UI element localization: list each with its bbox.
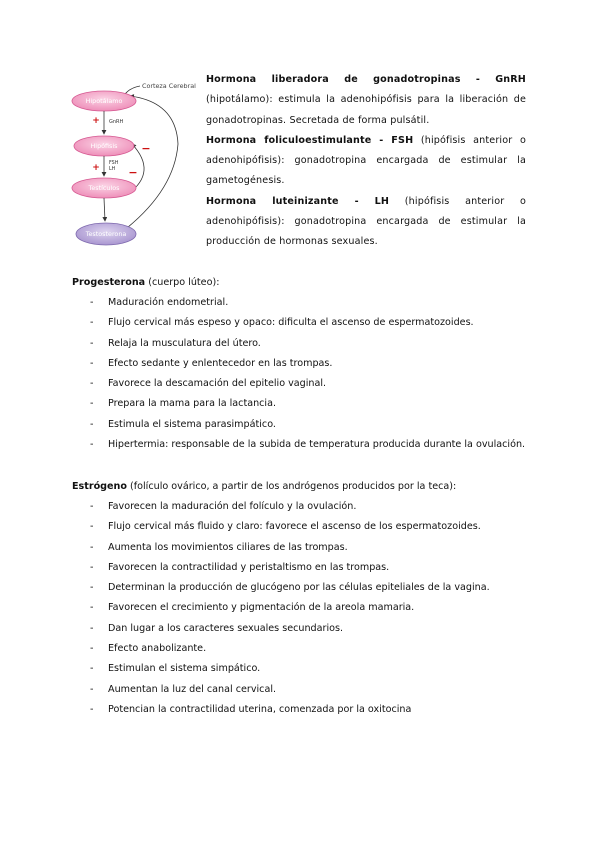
hormone-fsh-source: (hipófisis anterior o adenohipófisis): [206, 134, 526, 167]
list-item-text: Favorecen la contractilidad y peristaltismo en las trompas. [108, 561, 390, 573]
list-item-text: Potencian la contractilidad uterina, comenzada por la oxitocina [108, 703, 412, 715]
diagram-svg [66, 76, 202, 250]
bullet-dash: - [90, 501, 94, 512]
bullet-dash: - [90, 541, 94, 553]
bullet-dash: - [90, 357, 94, 369]
list-item-text: Aumentan la luz del canal cervical. [108, 683, 277, 695]
list-item-text: Aumenta los movimientos ciliares de las trompas. [108, 541, 348, 553]
progesterona-list [72, 293, 542, 455]
list-item [72, 619, 542, 639]
list-item-text: Flujo cervical más fluido y claro: favorece el ascenso de los espermatozoides. [108, 521, 481, 533]
bullet-dash: - [90, 398, 94, 410]
node-hipofisis-label: Hipófisis [90, 142, 118, 150]
list-item-text: Favorecen el crecimiento y pigmentación de la areola mamaria. [108, 602, 415, 614]
list-item-text: Estimulan el sistema simpático. [108, 663, 261, 675]
feedback-arrow-outer [111, 96, 178, 240]
bullet-dash: - [90, 643, 94, 655]
bullet-dash: - [90, 418, 94, 430]
progesterona-section [72, 273, 542, 455]
hormone-gnrh-source: (hipotálamo): [206, 94, 273, 106]
hormone-gnrh-description: estimula la adenohipófisis para la liberación de gonadotropinas. Secretada de forma pulsátil. [206, 94, 526, 126]
list-item-text: Relaja la musculatura del útero. [108, 337, 261, 349]
list-item [72, 313, 542, 333]
list-item [72, 517, 542, 537]
list-item-text: Efecto sedante y enlentecedor en las trompas. [108, 357, 333, 369]
progesterona-subtitle: (cuerpo lúteo): [145, 277, 220, 288]
list-item [72, 598, 542, 618]
hormone-gnrh [206, 70, 526, 131]
minus-sign-inner: − [128, 166, 138, 179]
list-item-text: Favorece la descamación del epitelio vaginal. [108, 378, 327, 390]
list-item [72, 659, 542, 679]
node-testiculos-label: Testículos [88, 184, 120, 192]
estrogeno-subtitle: (folículo ovárico, a partir de los andrógenos producidos por la teca): [126, 481, 457, 492]
node-testosterona [76, 223, 136, 245]
gnrh-label: GnRH [109, 119, 124, 125]
node-hipotalamo [72, 91, 136, 111]
list-item-text: Prepara la mama para la lactancia. [108, 398, 277, 410]
bullet-dash: - [90, 602, 94, 614]
hormone-fsh [206, 131, 526, 192]
list-item [72, 558, 542, 578]
bullet-dash: - [90, 297, 94, 308]
list-item-text: Favorecen la maduración del folículo y la ovulación. [108, 501, 357, 512]
estrogeno-title: Estrógeno [72, 481, 127, 492]
list-item [72, 334, 542, 354]
bullet-dash: - [90, 521, 94, 533]
list-item-text: Maduración endometrial. [108, 297, 229, 308]
list-item [72, 354, 542, 374]
bullet-dash: - [90, 561, 94, 573]
cortex-label: Corteza Cerebral [142, 82, 196, 90]
list-item-text: Hipertermia: responsable de la subida de temperatura producida durante la ovulación. [108, 439, 526, 451]
bullet-dash: - [90, 703, 94, 715]
list-item [72, 680, 542, 700]
list-item [72, 374, 542, 394]
minus-sign-outer: − [141, 142, 151, 155]
hormone-lh-description: gonadotropina encargada de estimular la producción de hormonas sexuales. [206, 216, 526, 248]
arrow-testiculos-testosterona [104, 198, 105, 221]
list-item-text: Dan lugar a los caracteres sexuales secundarios. [108, 622, 344, 634]
list-item [72, 415, 542, 435]
list-item [72, 639, 542, 659]
estrogeno-list [72, 497, 542, 720]
list-item [72, 538, 542, 558]
hormone-fsh-description: gonadotropina encargada de estimular la gametogénesis. [206, 155, 526, 187]
plus-sign-2: + [92, 163, 100, 173]
bullet-dash: - [90, 622, 94, 634]
hormone-lh-source: (hipófisis anterior o adenohipófisis): [206, 195, 526, 228]
bullet-dash: - [90, 378, 94, 390]
list-item-text: Flujo cervical más espeso y opaco: dificulta el ascenso de espermatozoides. [108, 317, 474, 329]
estrogeno-section [72, 477, 542, 720]
hormone-fsh-name: Hormona foliculoestimulante - FSH [206, 134, 414, 146]
node-hipofisis [74, 136, 134, 156]
hormone-gnrh-name: Hormona liberadora de gonadotropinas - GnRH [206, 74, 526, 85]
list-item [72, 394, 542, 414]
list-item [72, 497, 542, 517]
list-item-text: Efecto anabolizante. [108, 643, 207, 655]
list-item [72, 700, 542, 720]
hormone-lh-name: Hormona luteinizante - LH [206, 195, 390, 207]
hormone-lh [206, 192, 526, 253]
fsh-label: FSH [109, 161, 119, 166]
bullet-dash: - [90, 439, 94, 451]
lh-label: LH [109, 167, 116, 172]
list-item [72, 435, 542, 455]
list-item [72, 293, 542, 313]
bullet-dash: - [90, 683, 94, 695]
node-testiculos [72, 178, 136, 198]
list-item-text: Estimula el sistema parasimpático. [108, 418, 276, 430]
bullet-dash: - [90, 317, 94, 329]
bullet-dash: - [90, 337, 94, 349]
node-hipotalamo-label: Hipotálamo [85, 97, 123, 105]
hormone-descriptions [206, 70, 526, 253]
plus-sign-1: + [92, 116, 100, 126]
estrogeno-heading [72, 477, 542, 497]
hormonal-axis-diagram [66, 76, 202, 250]
bullet-dash: - [90, 663, 94, 675]
list-item-text: Determinan la producción de glucógeno por las células epiteliales de la vagina. [108, 582, 490, 594]
node-testosterona-label: Testosterona [85, 230, 127, 238]
list-item [72, 578, 542, 598]
bullet-dash: - [90, 582, 94, 594]
progesterona-heading [72, 273, 542, 293]
progesterona-title: Progesterona [72, 277, 146, 288]
